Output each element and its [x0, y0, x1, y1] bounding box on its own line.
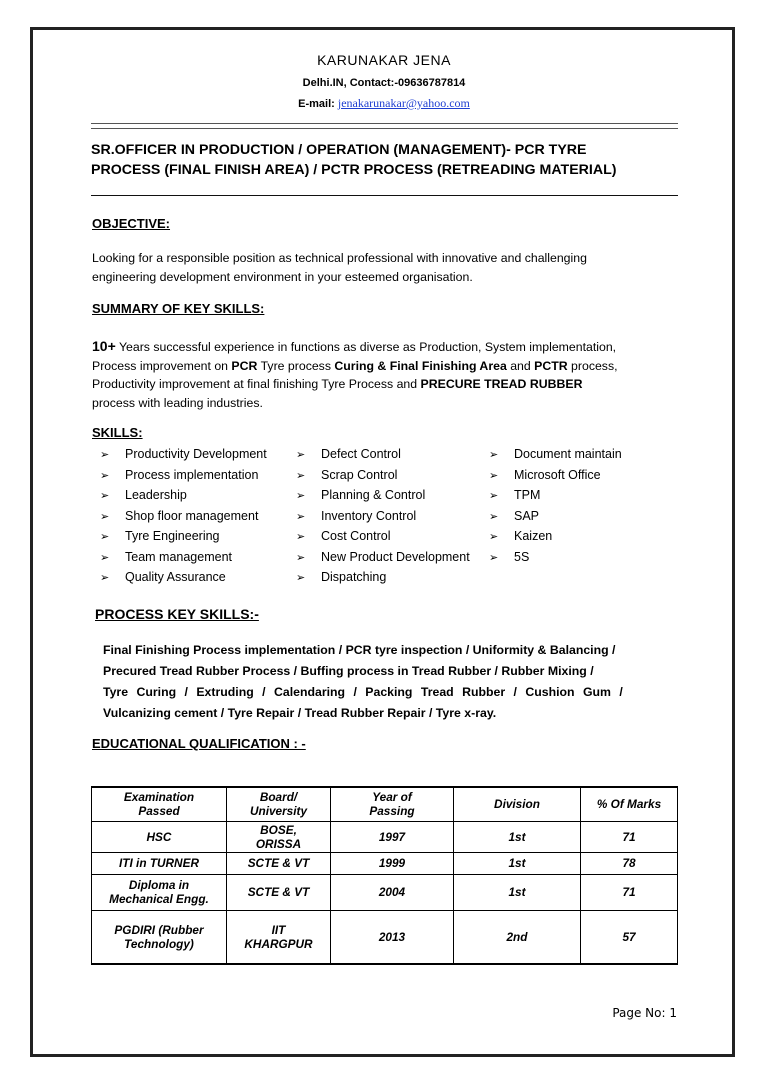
- skill-label: TPM: [514, 488, 541, 502]
- headline-divider: [91, 195, 678, 196]
- cell-division: 1st: [454, 821, 581, 852]
- bullet-arrow-icon: ➢: [100, 449, 110, 461]
- bullet-arrow-icon: ➢: [100, 469, 110, 482]
- process-heading: PROCESS KEY SKILLS:-: [95, 606, 259, 622]
- skill-item: [296, 570, 470, 591]
- cell-board: IIT KHARGPUR: [227, 910, 331, 964]
- skill-item: [296, 529, 470, 550]
- skill-label: Document maintain: [514, 447, 622, 461]
- bullet-arrow-icon: ➢: [296, 572, 306, 584]
- bullet-arrow-icon: ➢: [296, 531, 306, 543]
- skill-label: Team management: [125, 549, 233, 564]
- bullet-arrow-icon: ➢: [100, 510, 110, 523]
- cell-year: 1999: [331, 852, 454, 874]
- skills-column-1: [100, 447, 267, 591]
- cell-board: SCTE & VT: [227, 852, 331, 874]
- education-table: [91, 786, 678, 965]
- skill-label: Productivity Development: [125, 447, 267, 461]
- bullet-arrow-icon: ➢: [100, 531, 110, 543]
- bullet-arrow-icon: ➢: [296, 469, 306, 482]
- skill-item: [296, 488, 470, 509]
- skill-label: Planning & Control: [321, 488, 426, 502]
- cell-division: 1st: [454, 874, 581, 910]
- summary-line-4: process with leading industries.: [92, 395, 263, 410]
- cell-marks: 71: [581, 874, 678, 910]
- process-line-1: Final Finishing Process implementation / PCR tyre inspection / Uniformity & Balancing /: [103, 643, 616, 657]
- cell-marks: 78: [581, 852, 678, 874]
- cell-marks: 57: [581, 910, 678, 964]
- skill-item: [296, 550, 470, 571]
- skill-label: Shop floor management: [125, 508, 259, 523]
- summary-text: [92, 337, 682, 412]
- skill-label: New Product Development: [321, 549, 470, 564]
- skill-label: 5S: [514, 549, 530, 564]
- cell-year: 2013: [331, 910, 454, 964]
- bullet-arrow-icon: ➢: [296, 490, 306, 502]
- table-row: [92, 852, 678, 874]
- bullet-arrow-icon: ➢: [489, 449, 499, 461]
- bullet-arrow-icon: ➢: [489, 490, 499, 502]
- cell-exam: ITI in TURNER: [92, 852, 227, 874]
- page-number: Page No: 1: [612, 1006, 677, 1020]
- email-label: E-mail:: [298, 98, 338, 110]
- bullet-arrow-icon: ➢: [296, 551, 306, 564]
- header-exam: Examination Passed: [92, 787, 227, 821]
- headline-line-1: SR.OFFICER IN PRODUCTION / OPERATION (MANAGEMENT)- PCR TYRE: [91, 142, 587, 158]
- bullet-arrow-icon: ➢: [296, 510, 306, 523]
- skills-column-3: [489, 447, 622, 570]
- bullet-arrow-icon: ➢: [489, 469, 499, 482]
- skill-item: [100, 447, 267, 468]
- cell-exam: PGDIRI (Rubber Technology): [92, 910, 227, 964]
- skill-item: [489, 468, 622, 489]
- skill-item: [100, 529, 267, 550]
- bullet-arrow-icon: ➢: [296, 449, 306, 461]
- summary-line-1: 10+ Years successful experience in functions as diverse as Production, System implementation,: [92, 338, 617, 354]
- bullet-arrow-icon: ➢: [489, 551, 499, 564]
- bullet-arrow-icon: ➢: [100, 490, 110, 502]
- cell-division: 1st: [454, 852, 581, 874]
- skill-item: [100, 468, 267, 489]
- skill-label: Defect Control: [321, 447, 401, 461]
- cell-exam: Diploma in Mechanical Engg.: [92, 874, 227, 910]
- cell-year: 1997: [331, 821, 454, 852]
- cell-year: 2004: [331, 874, 454, 910]
- table-row: [92, 821, 678, 852]
- objective-text: [92, 249, 682, 286]
- skill-item: [489, 447, 622, 468]
- table-header-row: [92, 787, 678, 821]
- header-marks: % Of Marks: [581, 787, 678, 821]
- table-row: [92, 910, 678, 964]
- skill-label: SAP: [514, 508, 540, 523]
- table-row: [92, 874, 678, 910]
- skill-label: Microsoft Office: [514, 467, 601, 482]
- email-link[interactable]: jenakarunakar@yahoo.com: [337, 96, 470, 110]
- cell-division: 2nd: [454, 910, 581, 964]
- education-heading: EDUCATIONAL QUALIFICATION : -: [92, 736, 306, 751]
- skill-item: [296, 447, 470, 468]
- years-count: 10+: [92, 338, 116, 354]
- skill-label: Leadership: [125, 488, 187, 502]
- process-line-4: Vulcanizing cement / Tyre Repair / Tread Rubber Repair / Tyre x-ray.: [103, 706, 497, 720]
- cell-exam: HSC: [92, 821, 227, 852]
- skill-item: [489, 550, 622, 571]
- bullet-arrow-icon: ➢: [489, 531, 499, 543]
- skill-label: Tyre Engineering: [125, 529, 220, 543]
- email-line: [0, 96, 768, 111]
- candidate-name: KARUNAKAR JENA: [317, 52, 451, 68]
- process-line-3: Tyre Curing / Extruding / Calendaring / Packing Tread Rubber / Cushion Gum /: [103, 685, 623, 699]
- summary-heading: SUMMARY OF KEY SKILLS:: [92, 301, 265, 316]
- skill-item: [100, 570, 267, 591]
- skill-label: Kaizen: [514, 529, 553, 543]
- skill-item: [296, 468, 470, 489]
- skill-item: [100, 488, 267, 509]
- skill-item: [100, 509, 267, 530]
- objective-line-2: engineering development environment in your esteemed organisation.: [92, 269, 473, 284]
- bullet-arrow-icon: ➢: [489, 510, 499, 523]
- skill-item: [489, 529, 622, 550]
- header-division: Division: [454, 787, 581, 821]
- skill-item: [296, 509, 470, 530]
- skill-label: Scrap Control: [321, 467, 398, 482]
- cell-board: SCTE & VT: [227, 874, 331, 910]
- header-board: Board/ University: [227, 787, 331, 821]
- bullet-arrow-icon: ➢: [100, 551, 110, 564]
- contact-line: Delhi.IN, Contact:-09636787814: [302, 77, 466, 89]
- header-year: Year of Passing: [331, 787, 454, 821]
- header-divider: [91, 123, 678, 129]
- bullet-arrow-icon: ➢: [100, 572, 110, 584]
- skill-item: [489, 488, 622, 509]
- cell-board: BOSE, ORISSA: [227, 821, 331, 852]
- process-skills-text: [103, 640, 681, 724]
- headline-line-2: PROCESS (FINAL FINISH AREA) / PCTR PROCESS (RETREADING MATERIAL): [91, 162, 617, 178]
- position-headline: [91, 140, 681, 180]
- cell-marks: 71: [581, 821, 678, 852]
- skill-label: Inventory Control: [321, 508, 417, 523]
- objective-heading: OBJECTIVE:: [92, 216, 171, 231]
- skill-label: Quality Assurance: [125, 570, 226, 584]
- process-line-2: Precured Tread Rubber Process / Buffing process in Tread Rubber / Rubber Mixing /: [103, 664, 594, 678]
- objective-line-1: Looking for a responsible position as technical professional with innovative and challenging: [92, 251, 587, 265]
- skill-item: [100, 550, 267, 571]
- skill-item: [489, 509, 622, 530]
- skill-label: Dispatching: [321, 570, 387, 584]
- skill-label: Cost Control: [321, 529, 391, 543]
- summary-line-3: Productivity improvement at final finishing Tyre Process and PRECURE TREAD RUBBER: [92, 377, 583, 391]
- skills-column-2: [296, 447, 470, 591]
- skills-heading: SKILLS:: [92, 425, 143, 440]
- summary-line-2: Process improvement on PCR Tyre process Curing & Final Finishing Area and PCTR process,: [92, 358, 618, 373]
- skill-label: Process implementation: [125, 467, 259, 482]
